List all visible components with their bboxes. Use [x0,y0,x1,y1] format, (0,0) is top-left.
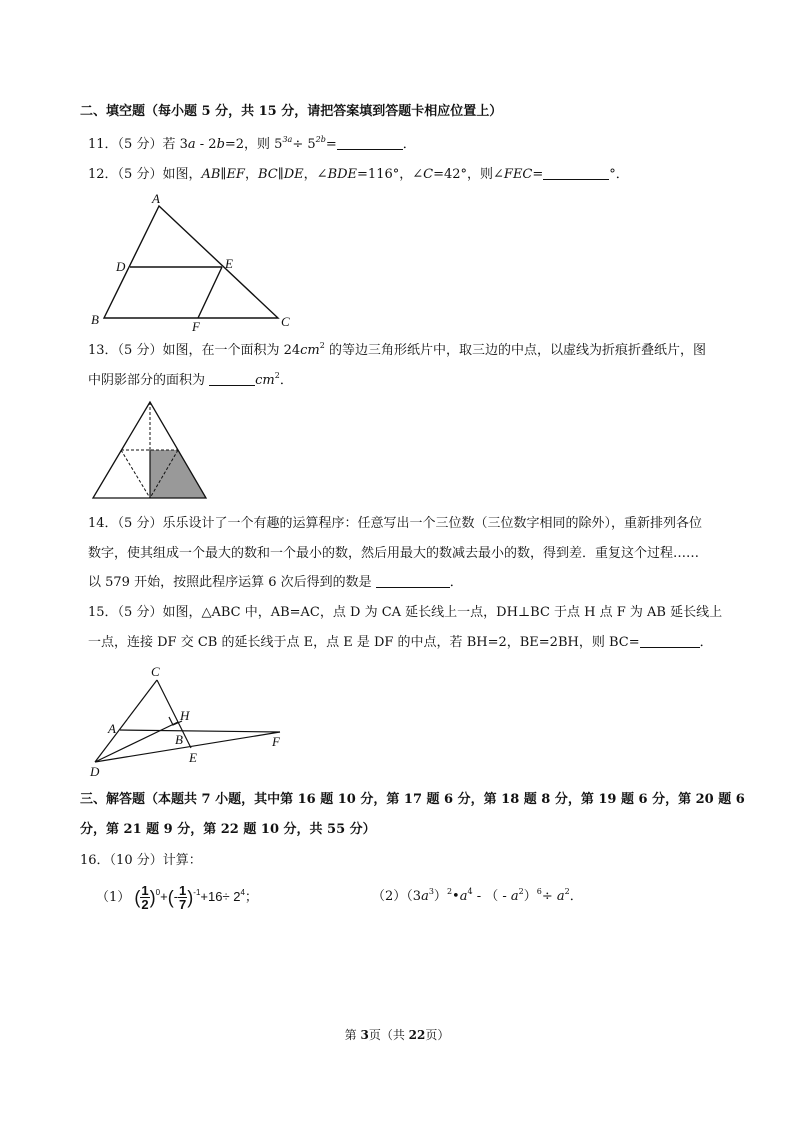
q11-text: =2，则 5 [224,137,283,152]
operator: - [173,889,179,904]
page-number: 3 [360,1028,369,1042]
fraction [178,884,187,911]
footer-text: 页（共 [368,1028,409,1042]
label-a: A [152,191,160,206]
q13-text: 的等边三角形纸片中，取三边的中点，以虚线为折痕折叠纸片，图 [324,343,706,358]
label-h: H [180,708,190,723]
question-number: 15． [88,605,118,620]
label-d: D [116,259,126,274]
exponent: 4 [240,888,245,897]
question-score: （5 分） [117,343,163,358]
expression: ） [433,889,447,904]
footer-text: 第 [344,1028,361,1042]
exponent: 2 [518,887,524,896]
q15-text: 一点，连接 DF 交 CB 的延长线于点 E，点 E 是 DF 的中点，若 BH=2，BE=2BH，则 BC= [88,635,640,650]
q14-text: ． [449,575,463,590]
exponent: 0 [155,888,161,897]
paren: ( [134,887,141,908]
q14-text: 以 579 开始，按照此程序运算 6 次后得到的数是 [88,575,376,590]
angle-label: C [423,167,434,182]
unit: cm [255,373,275,388]
label-b: B [175,732,183,747]
var-a: a [556,889,565,904]
numerator: 1 [141,883,149,898]
unit: cm [300,343,320,358]
total-pages: 22 [408,1028,426,1042]
label-e: E [189,750,197,765]
segment-label: BC [257,167,278,182]
q11-text: 若 3 [162,137,188,152]
var-a: a [510,889,519,904]
paren: ( [167,887,174,908]
angle-label: FEC [503,167,533,182]
numerator: 1 [179,883,187,898]
question-16 [80,852,202,870]
operator: + [160,889,168,904]
q12-text: ，∠ [303,167,328,182]
section-2-heading: 二、填空题（每小题 5 分，共 15 分，请把答案填到答题卡相应位置上） [80,104,503,119]
label-f: F [192,319,200,334]
segment-label: EF [226,167,245,182]
angle-label: BDE [327,167,358,182]
paren: ) [149,887,156,908]
expression: +16÷ 2 [200,889,241,904]
q13-text: ． [279,373,293,388]
question-number: 14． [88,516,118,531]
q14-text: 乐乐设计了一个有趣的运算程序：任意写出一个三位数（三位数字相同的除外），重新排列各位 [162,516,702,531]
expression: - （ - [472,889,511,904]
label-a: A [108,721,116,736]
footer-text: 页） [425,1028,450,1042]
q15-text: ． [699,635,713,650]
q12-text: °． [609,167,629,182]
question-number: 12． [88,167,118,182]
q13-text: 如图，在一个面积为 24 [162,343,301,358]
page-footer [0,1026,794,1043]
question-score: （5 分） [117,605,163,620]
q12-text: =116°，∠ [357,167,424,182]
var-a: a [187,137,196,152]
exponent: 4 [467,887,473,896]
exponent: 2b [315,135,326,144]
question-score: （5 分） [117,167,163,182]
exponent: -1 [193,888,201,897]
segment-label: AB [201,167,221,182]
part-label: （1） [96,890,131,905]
label-b: B [91,312,99,327]
exponent: 6 [536,887,542,896]
question-number: 16． [80,853,110,868]
var-a: a [459,889,468,904]
exponent: 3 [428,887,434,896]
var-b: b [216,137,225,152]
q11-text: ÷ 5 [292,137,316,152]
q16-text: 计算： [162,853,202,868]
q12-text: =42°，则∠ [433,167,504,182]
label-e: E [225,256,233,271]
exponent: 2 [564,887,570,896]
segment-label: DE [283,167,304,182]
exponent: 2 [274,371,280,380]
exponent: 3a [282,135,293,144]
q12-text: 如图， [162,167,202,182]
q13-text: 中阴影部分的面积为 [88,373,210,388]
q12-text: ， [244,167,258,182]
q11-text: - 2 [195,137,217,152]
section-3-heading-line-2: 分，第 21 题 9 分，第 22 题 10 分，共 55 分） [80,822,376,837]
expression: （3 [406,889,422,904]
q11-text: = [325,137,337,152]
section-3-heading-line-1: 三、解答题（本题共 7 小题，其中第 16 题 10 分，第 17 题 6 分，第 18 题 8 分，第 19 题 6 分，第 20 题 6 [80,792,745,807]
q11-text: ． [402,137,416,152]
q12-text: = [532,167,544,182]
segment-df [95,732,280,762]
question-score: （10 分） [109,853,163,868]
q16-part-1 [96,882,258,913]
part-label: （2） [372,889,407,904]
parallel-symbol: ∥ [277,167,284,182]
denominator: 2 [141,897,149,912]
label-c: C [281,314,290,329]
label-d: D [90,764,100,779]
paren: ) [187,887,194,908]
question-number: 11． [88,137,118,152]
question-score: （5 分） [117,516,163,531]
question-14-line-2: 数字，使其组成一个最大的数和一个最小的数，然后用最大的数减去最小的数，得到差．重复这个过程…… [88,546,700,561]
question-number: 13． [88,343,118,358]
punctuation: ． [569,889,583,904]
q16-part-2 [372,888,583,906]
punctuation: ； [244,890,258,905]
question-score: （5 分） [117,137,163,152]
label-f: F [272,734,280,749]
label-c: C [151,664,160,679]
operator: • [452,889,460,904]
parallel-symbol: ∥ [220,167,227,182]
denominator: 7 [179,897,187,912]
fraction [140,884,149,911]
var-a: a [421,889,429,904]
expression: ） [523,889,537,904]
exponent: 2 [446,887,453,896]
operator: ÷ [541,889,557,904]
exponent: 2 [319,341,325,350]
q15-text: 如图，△ABC 中，AB=AC，点 D 为 CA 延长线上一点，DH⊥BC 于点 H 点 F 为 AB 延长线上 [162,605,723,620]
segment-af [120,730,280,732]
segment-cd [95,680,157,762]
